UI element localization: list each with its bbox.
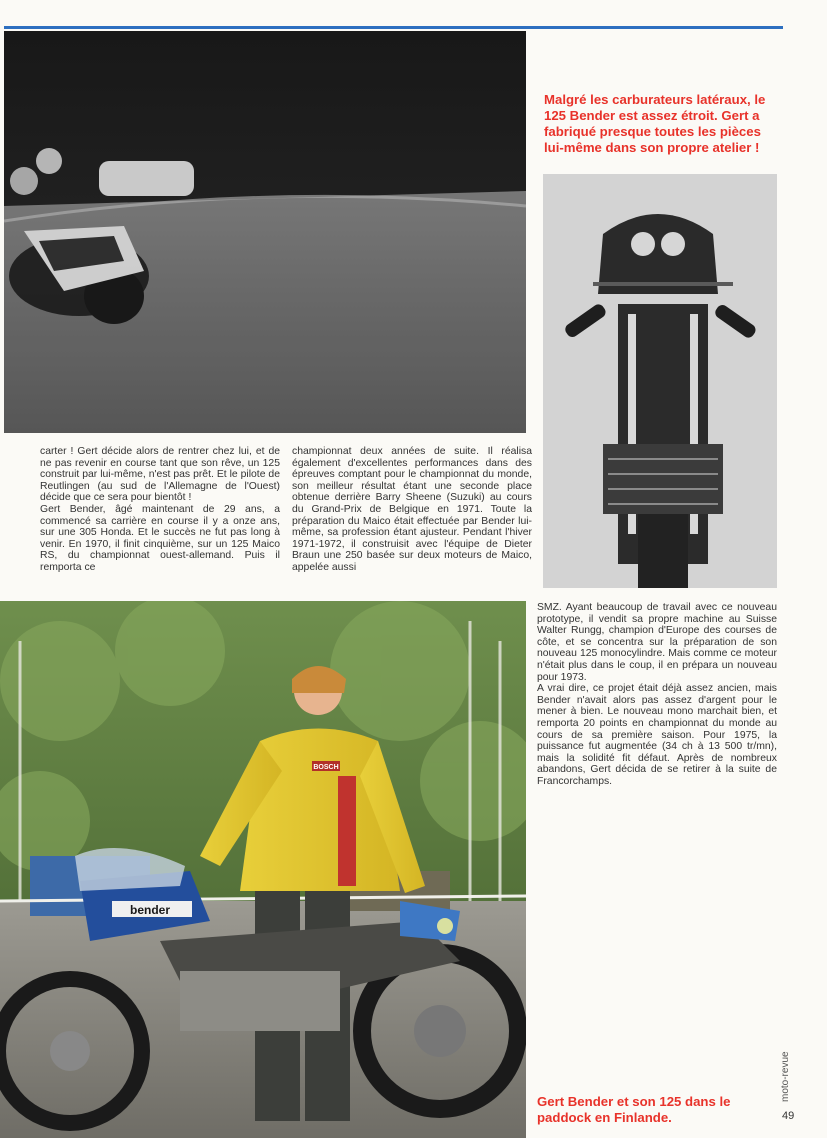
race-photo	[4, 31, 526, 433]
paddock-photo	[0, 601, 526, 1138]
caption-bottom: Gert Bender et son 125 dans le paddock en Finlande.	[537, 1094, 731, 1125]
page-number: 49	[782, 1110, 795, 1122]
fairing-brand: bender	[129, 903, 171, 917]
article-paragraph: SMZ. Ayant beaucoup de travail avec ce nouveau prototype, il vendit sa propre machine au Suisse Walter Rungg, champion d'Europe des courses de côte, et se concentra sur la préparation de son nouveau 125 monocylindre. Mais comme ce moteur n'était plus dans le coup, il en prépara un nouveau pour 1973.	[537, 602, 777, 683]
engine-photo	[543, 174, 777, 588]
article-column-3	[537, 602, 777, 788]
caption-top: Malgré les carburateurs latéraux, le 125 Bender est assez étroit. Gert a fabriqué presque toutes les pièces lui-même dans son propre atelier !	[544, 92, 766, 155]
article-paragraph: championnat deux années de suite. Il réalisa également d'excellentes performances dans des épreuves comptant pour le championnat du monde, son meilleur résultat étant une seconde place obtenue derrière Barry Sheene (Suzuki) au cours du Grand-Prix de Belgique en 1971. Toute la préparation du Maico était effectuée par Bender lui-même, sa profession étant ajusteur. Pendant l'hiver 1971-1972, il construisit avec l'équipe de Dieter Braun une 250 basée sur deux moteurs de Maico, appelée aussi	[292, 446, 532, 573]
article-paragraph: Gert Bender, âgé maintenant de 29 ans, a commencé sa carrière en course il y a onze ans, sur une 305 Honda. Et le succès ne fut pas long à venir. En 1970, il finit cinquième, sur un 125 Maico RS, du championnat ouest-allemand. Puis il remporta ce	[40, 503, 280, 573]
magazine-name: moto-revue	[780, 1051, 791, 1102]
article-paragraph: A vrai dire, ce projet était déjà assez ancien, mais Bender n'avait alors pas assez d'argent pour le mener à bien. Le nouveau mono marchait bien, et remporta 20 points en championnat du monde au cours de sa première saison. Pour 1975, la puissance fut augmentée (34 ch à 13 500 tr/mn), mais la solidité fit défaut. Après de nombreux abandons, Gert décida de se retirer à la suite de Francorchamps.	[537, 683, 777, 787]
article-column-1	[40, 446, 280, 574]
article-paragraph: carter ! Gert décide alors de rentrer chez lui, et de ne pas revenir en course tant que son rêve, un 125 construit par lui-même, n'est pas prêt. Et le pilote de Reutlingen (au sud de l'Allemagne de l'Ouest) décide que ce sera pour bientôt !	[40, 446, 280, 504]
top-rule	[4, 26, 783, 29]
article-column-2	[292, 446, 532, 574]
jacket-badge: BOSCH	[313, 764, 339, 771]
